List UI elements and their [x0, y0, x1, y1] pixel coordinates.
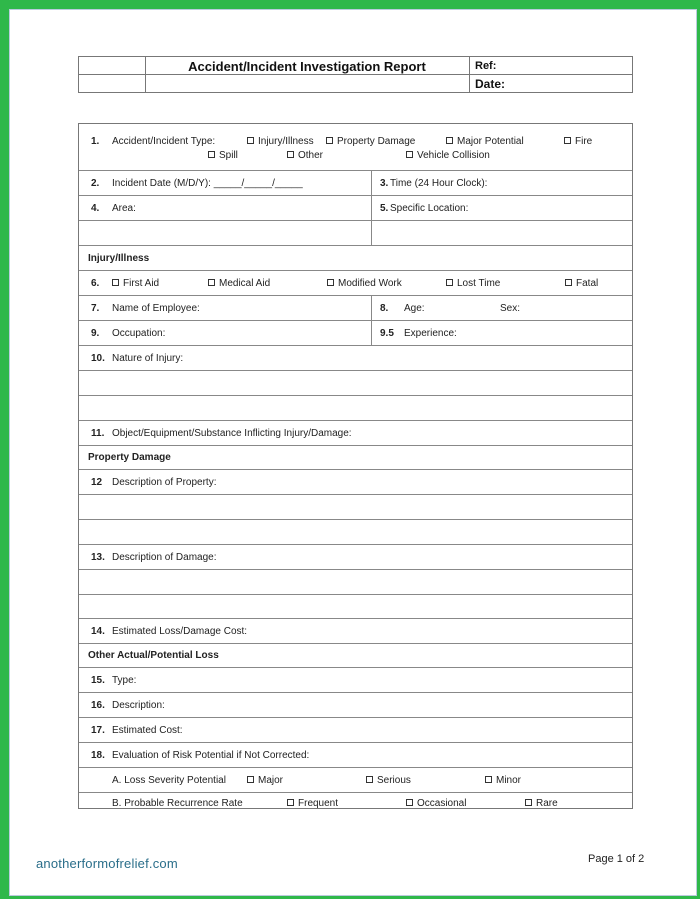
checkbox-icon [327, 279, 334, 286]
section-title-injury: Injury/Illness [88, 253, 150, 264]
q16-label[interactable]: Description: [112, 700, 165, 711]
q18b-label: B. Probable Recurrence Rate [112, 798, 243, 809]
row-estimated-loss [79, 619, 632, 644]
checkbox-icon [525, 799, 532, 806]
checkbox-icon [208, 151, 215, 158]
checkbox-icon [446, 279, 453, 286]
q18-number: 18. [91, 750, 105, 761]
option-frequent[interactable]: Frequent [287, 798, 338, 809]
row-date-time [79, 171, 632, 196]
section-title-other: Other Actual/Potential Loss [88, 650, 219, 661]
q9-label[interactable]: Occupation: [112, 328, 166, 339]
row-estimated-cost [79, 718, 632, 743]
option-fatal[interactable]: Fatal [565, 278, 598, 289]
row-loss-severity [79, 768, 632, 793]
option-modified-work[interactable]: Modified Work [327, 278, 402, 289]
date-label: Date: [475, 77, 506, 91]
column-divider [371, 196, 372, 220]
q8-age-label[interactable]: Age: [404, 303, 425, 314]
section-property-damage [79, 446, 632, 470]
q11-number: 11. [91, 428, 105, 439]
q1-label: Accident/Incident Type: [112, 136, 216, 147]
option-serious[interactable]: Serious [366, 775, 411, 786]
report-title: Accident/Incident Investigation Report [188, 59, 426, 74]
q13-number: 13. [91, 552, 105, 563]
column-divider [371, 171, 372, 195]
checkbox-icon [287, 151, 294, 158]
option-lost-time[interactable]: Lost Time [446, 278, 500, 289]
q17-number: 17. [91, 725, 105, 736]
ref-label: Ref: [475, 60, 497, 72]
q15-label[interactable]: Type: [112, 675, 137, 686]
option-other[interactable]: Other [287, 150, 323, 161]
checkbox-icon [208, 279, 215, 286]
section-title-property: Property Damage [88, 452, 171, 463]
q18a-label: A. Loss Severity Potential [112, 775, 226, 786]
checkbox-icon [485, 776, 492, 783]
q13-label[interactable]: Description of Damage: [112, 552, 217, 563]
row-area-blank[interactable] [79, 221, 632, 246]
row-recurrence-rate [79, 793, 632, 809]
q2-label[interactable]: Incident Date (M/D/Y): _____/_____/_____ [112, 178, 303, 189]
row-injury-severity [79, 271, 632, 296]
q3-label[interactable]: Time (24 Hour Clock): [390, 178, 488, 189]
q12-number: 12 [91, 477, 103, 488]
row-blank-line[interactable] [79, 595, 632, 619]
option-spill[interactable]: Spill [208, 150, 238, 161]
row-description-damage [79, 545, 632, 570]
checkbox-icon [326, 137, 333, 144]
option-occasional[interactable]: Occasional [406, 798, 466, 809]
q16-number: 16. [91, 700, 105, 711]
checkbox-icon [406, 799, 413, 806]
checkbox-icon [366, 776, 373, 783]
row-accident-type [79, 124, 632, 171]
row-employee-age [79, 296, 632, 321]
q4-number: 4. [91, 203, 100, 214]
row-risk-evaluation [79, 743, 632, 768]
q2-number: 2. [91, 178, 100, 189]
option-property-damage[interactable]: Property Damage [326, 136, 415, 147]
checkbox-icon [112, 279, 119, 286]
row-occupation-experience [79, 321, 632, 346]
checkbox-icon [565, 279, 572, 286]
q4-label[interactable]: Area: [112, 203, 136, 214]
q6-number: 6. [91, 278, 100, 289]
row-type [79, 668, 632, 693]
row-area-location [79, 196, 632, 221]
checkbox-icon [287, 799, 294, 806]
option-injury-illness[interactable]: Injury/Illness [247, 136, 314, 147]
column-divider [371, 321, 372, 345]
section-injury-illness [79, 246, 632, 271]
q10-label[interactable]: Nature of Injury: [112, 353, 184, 364]
column-divider [371, 221, 372, 245]
row-object-inflicting [79, 421, 632, 446]
q7-number: 7. [91, 303, 100, 314]
option-first-aid[interactable]: First Aid [112, 278, 159, 289]
q9-number: 9. [91, 328, 100, 339]
q15-number: 15. [91, 675, 105, 686]
row-description [79, 693, 632, 718]
document-page [10, 10, 696, 895]
option-minor[interactable]: Minor [485, 775, 521, 786]
q5-label[interactable]: Specific Location: [390, 203, 469, 214]
watermark-site: anotherformofrelief.com [36, 856, 178, 871]
q8-number: 8. [380, 303, 389, 314]
header-blank-cell [79, 57, 146, 92]
option-major-potential[interactable]: Major Potential [446, 136, 524, 147]
option-fire[interactable]: Fire [564, 136, 592, 147]
q95-number: 9.5 [380, 328, 394, 339]
q3-number: 3. [380, 178, 389, 189]
q14-label[interactable]: Estimated Loss/Damage Cost: [112, 626, 248, 637]
q11-label[interactable]: Object/Equipment/Substance Inflicting Injury/Damage: [112, 428, 352, 439]
q14-number: 14. [91, 626, 105, 637]
row-blank-line[interactable] [79, 570, 632, 595]
row-description-property [79, 470, 632, 495]
row-blank-line[interactable] [79, 396, 632, 421]
q18-label: Evaluation of Risk Potential if Not Corrected: [112, 750, 310, 761]
q8-sex-label[interactable]: Sex: [500, 303, 521, 314]
section-other-loss [79, 644, 632, 668]
investigation-form [78, 123, 633, 809]
header-title-cell [145, 57, 470, 92]
q5-number: 5. [380, 203, 389, 214]
page-number: Page 1 of 2 [588, 853, 645, 865]
row-blank-line[interactable] [79, 371, 632, 396]
q95-label[interactable]: Experience: [404, 328, 457, 339]
checkbox-icon [564, 137, 571, 144]
checkbox-icon [406, 151, 413, 158]
row-blank-line[interactable] [79, 495, 632, 520]
row-blank-line[interactable] [79, 520, 632, 545]
option-medical-aid[interactable]: Medical Aid [208, 278, 270, 289]
row-nature-of-injury [79, 346, 632, 371]
q7-label[interactable]: Name of Employee: [112, 303, 200, 314]
q10-number: 10. [91, 353, 105, 364]
header-ref-date-cell [469, 57, 632, 92]
q17-label[interactable]: Estimated Cost: [112, 725, 183, 736]
option-major[interactable]: Major [247, 775, 283, 786]
checkbox-icon [247, 137, 254, 144]
report-header-table [78, 56, 633, 93]
checkbox-icon [247, 776, 254, 783]
option-vehicle-collision[interactable]: Vehicle Collision [406, 150, 490, 161]
q1-number: 1. [91, 136, 100, 147]
checkbox-icon [446, 137, 453, 144]
q12-label[interactable]: Description of Property: [112, 477, 217, 488]
option-rare[interactable]: Rare [525, 798, 558, 809]
column-divider [371, 296, 372, 320]
